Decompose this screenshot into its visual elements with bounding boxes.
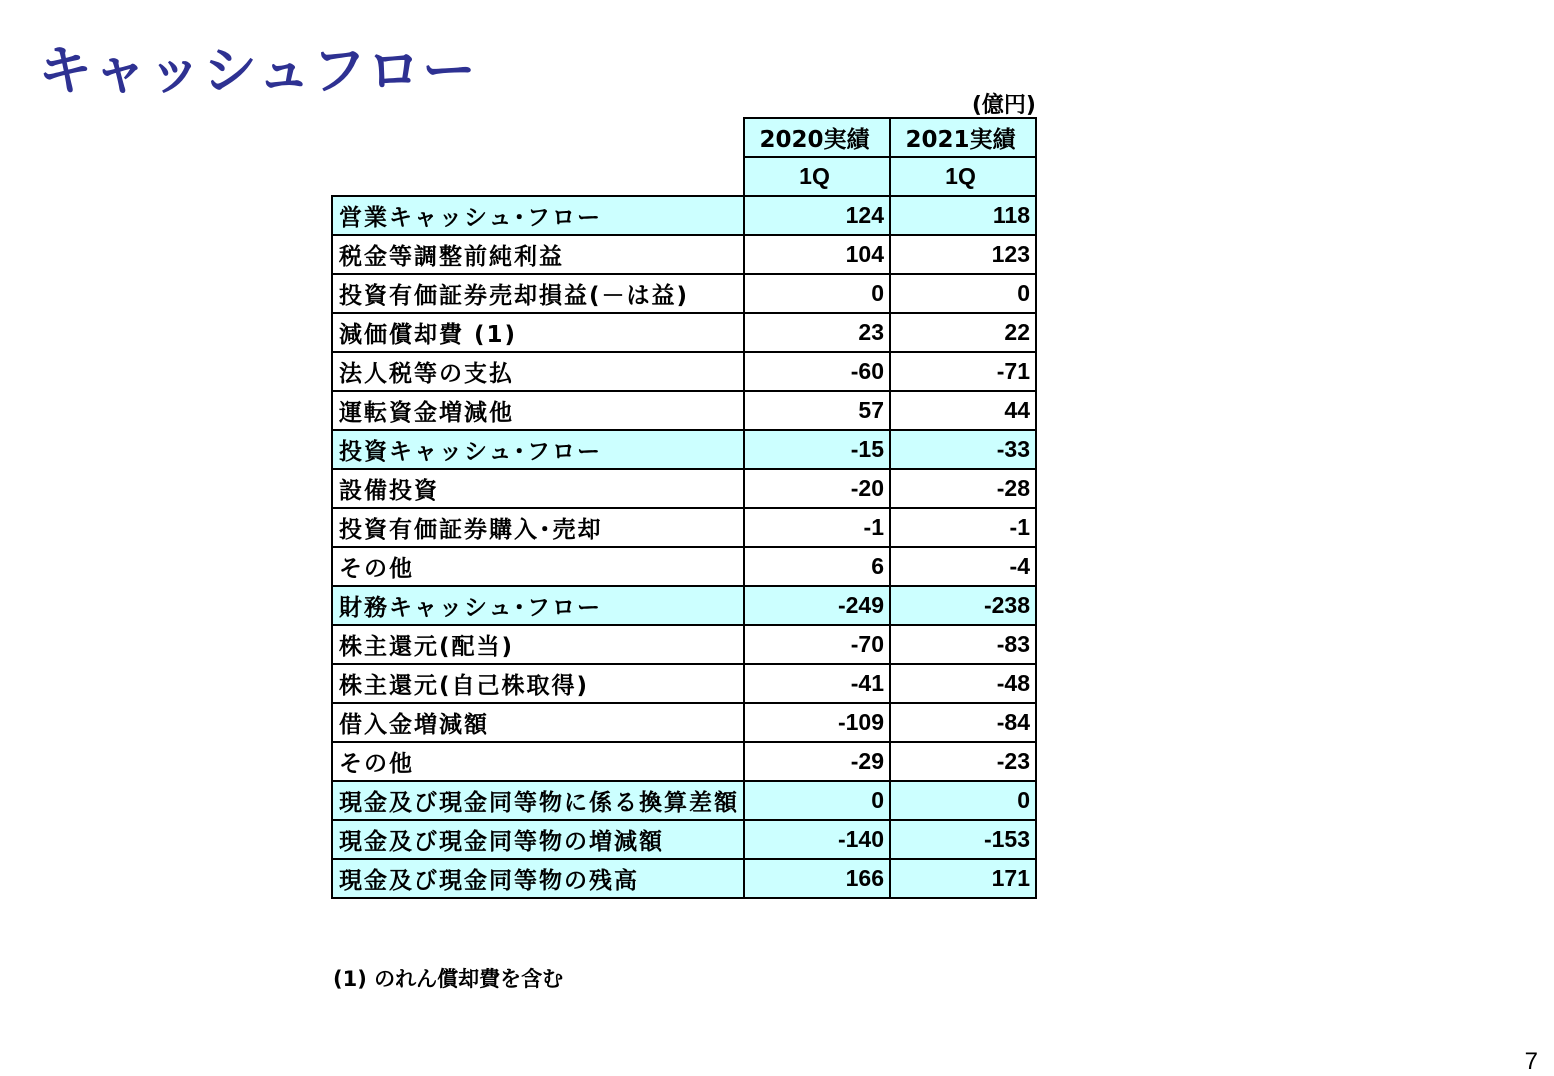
value-2020: 0 [744,781,890,820]
value-2021: -33 [890,430,1036,469]
row-label: 運転資金増減他 [332,391,744,430]
value-2020: -41 [744,664,890,703]
value-2021: -1 [890,508,1036,547]
value-2020: -29 [744,742,890,781]
value-2021: -83 [890,625,1036,664]
value-2020: -1 [744,508,890,547]
page-title: キャッシュフロー [38,39,477,102]
value-2020: 57 [744,391,890,430]
cashflow-table [331,117,1037,899]
header-quarter-2020-cell: 1Q [744,157,890,196]
table-row [332,391,1036,430]
page-number: 7 [1524,1048,1538,1075]
table-row [332,235,1036,274]
value-2020: 124 [744,196,890,235]
value-2020: -140 [744,820,890,859]
row-label: 法人税等の支払 [332,352,744,391]
table-row [332,703,1036,742]
table-row [332,781,1036,820]
unit-label: (億円) [971,93,1036,118]
table-row [332,547,1036,586]
value-2020: 23 [744,313,890,352]
header-blank-cell [332,157,744,196]
value-2021: -71 [890,352,1036,391]
row-label: 投資有価証券購入･売却 [332,508,744,547]
footnote: (1) のれん償却費を含む [333,967,564,991]
table-row [332,859,1036,898]
header-quarter-row [332,157,1036,196]
table-row [332,742,1036,781]
value-2021: -84 [890,703,1036,742]
table-row [332,586,1036,625]
header-2021-cell: 2021実績 [890,118,1036,157]
table-row [332,313,1036,352]
value-2021: 22 [890,313,1036,352]
value-2020: -249 [744,586,890,625]
value-2021: 44 [890,391,1036,430]
row-label: 設備投資 [332,469,744,508]
value-2020: -15 [744,430,890,469]
row-label: 株主還元(自己株取得) [332,664,744,703]
row-label: 減価償却費 (1) [332,313,744,352]
value-2020: -60 [744,352,890,391]
row-label: 財務キャッシュ･フロー [332,586,744,625]
header-year-row [332,118,1036,157]
value-2021: -238 [890,586,1036,625]
value-2021: -153 [890,820,1036,859]
value-2020: 166 [744,859,890,898]
row-label: 税金等調整前純利益 [332,235,744,274]
row-label: 借入金増減額 [332,703,744,742]
value-2021: 171 [890,859,1036,898]
value-2021: -4 [890,547,1036,586]
header-blank-cell [332,118,744,157]
row-label: 株主還元(配当) [332,625,744,664]
header-2020-cell: 2020実績 [744,118,890,157]
value-2021: 0 [890,274,1036,313]
table-row [332,274,1036,313]
header-quarter-2021-cell: 1Q [890,157,1036,196]
table-row [332,196,1036,235]
value-2021: -23 [890,742,1036,781]
row-label: 現金及び現金同等物に係る換算差額 [332,781,744,820]
row-label: 投資キャッシュ･フロー [332,430,744,469]
value-2021: -28 [890,469,1036,508]
value-2020: 6 [744,547,890,586]
row-label: その他 [332,742,744,781]
table-row [332,508,1036,547]
value-2020: 0 [744,274,890,313]
value-2021: -48 [890,664,1036,703]
value-2020: -20 [744,469,890,508]
value-2020: -109 [744,703,890,742]
table-row [332,469,1036,508]
value-2020: 104 [744,235,890,274]
value-2021: 0 [890,781,1036,820]
table-row [332,664,1036,703]
row-label: 現金及び現金同等物の増減額 [332,820,744,859]
table-row [332,352,1036,391]
table-row [332,820,1036,859]
row-label: 現金及び現金同等物の残高 [332,859,744,898]
row-label: 営業キャッシュ･フロー [332,196,744,235]
table-row [332,430,1036,469]
value-2020: -70 [744,625,890,664]
row-label: 投資有価証券売却損益(－は益) [332,274,744,313]
value-2021: 123 [890,235,1036,274]
table-row [332,625,1036,664]
value-2021: 118 [890,196,1036,235]
row-label: その他 [332,547,744,586]
